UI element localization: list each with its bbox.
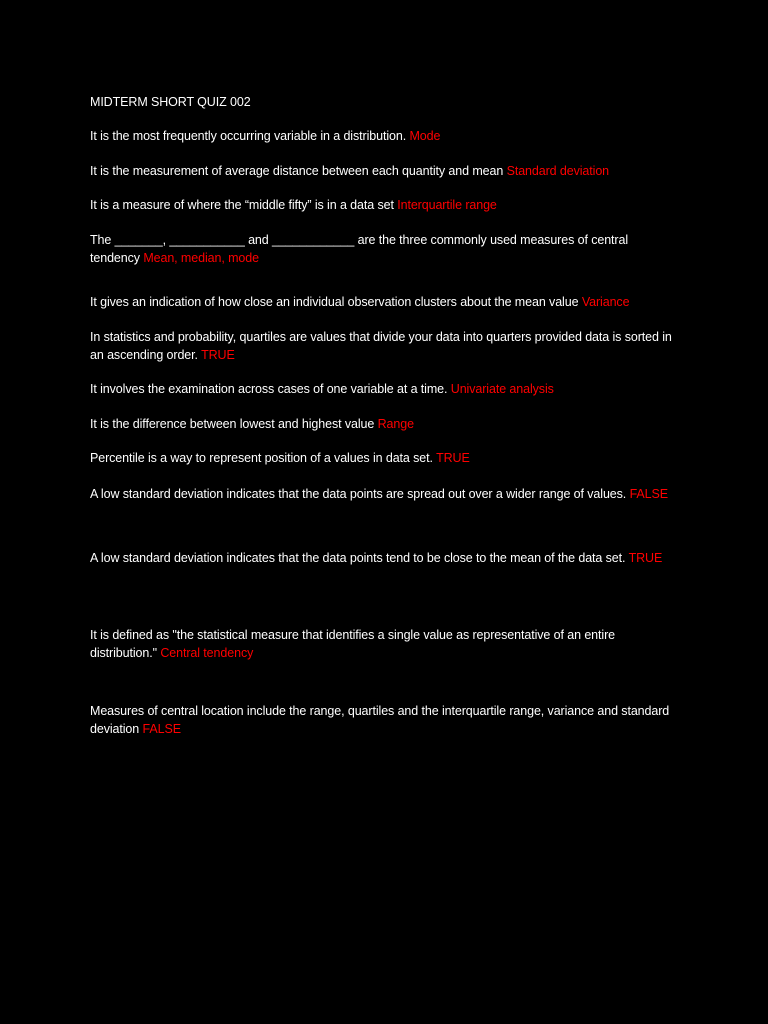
question-text: It gives an indication of how close an individual observation clusters about the mean value xyxy=(90,295,579,309)
question-9 xyxy=(90,449,680,467)
question-7 xyxy=(90,380,680,398)
question-4 xyxy=(90,231,680,267)
answer-text: Interquartile range xyxy=(397,198,497,212)
question-6 xyxy=(90,328,680,364)
question-10 xyxy=(90,485,680,503)
answer-text: Central tendency xyxy=(160,646,254,660)
question-5 xyxy=(90,293,680,311)
answer-text: TRUE xyxy=(628,551,663,565)
answer-text: FALSE xyxy=(142,722,181,736)
answer-text: Mode xyxy=(409,129,441,143)
answer-text: Range xyxy=(377,417,414,431)
question-text: Measures of central location include the range, quartiles and the interquartile range, variance and standard deviation xyxy=(90,704,670,736)
question-text: It is the difference between lowest and highest value xyxy=(90,417,375,431)
question-text: In statistics and probability, quartiles are values that divide your data into quarters provided data is sorted in an ascending order. xyxy=(90,330,672,362)
answer-text: Standard deviation xyxy=(506,164,610,178)
question-text: It is a measure of where the “middle fifty” is in a data set xyxy=(90,198,394,212)
question-text: The _______, ___________ and ____________ are the three commonly used measures of central tendency xyxy=(90,233,629,265)
question-12 xyxy=(90,626,680,662)
question-text: It is defined as "the statistical measure that identifies a single value as representative of an entire distribution." xyxy=(90,628,615,660)
question-3 xyxy=(90,196,680,214)
answer-text: Mean, median, mode xyxy=(143,251,259,265)
answer-text: Variance xyxy=(581,295,630,309)
answer-text: TRUE xyxy=(201,348,235,362)
question-text: A low standard deviation indicates that the data points are spread out over a wider range of values. xyxy=(90,487,627,501)
answer-text: FALSE xyxy=(629,487,668,501)
question-text: It is the measurement of average distance between each quantity and mean xyxy=(90,164,504,178)
question-2 xyxy=(90,162,680,180)
question-text: It is the most frequently occurring variable in a distribution. xyxy=(90,129,407,143)
question-8 xyxy=(90,415,680,433)
answer-text: TRUE xyxy=(436,451,470,465)
quiz-title: MIDTERM SHORT QUIZ 002 xyxy=(90,95,251,109)
question-11 xyxy=(90,549,680,567)
question-13 xyxy=(90,702,680,738)
question-text: Percentile is a way to represent position of a values in data set. xyxy=(90,451,433,465)
question-text: It involves the examination across cases of one variable at a time. xyxy=(90,382,448,396)
question-text: A low standard deviation indicates that the data points tend to be close to the mean of the data set. xyxy=(90,551,626,565)
question-1 xyxy=(90,127,680,145)
answer-text: Univariate analysis xyxy=(450,382,554,396)
